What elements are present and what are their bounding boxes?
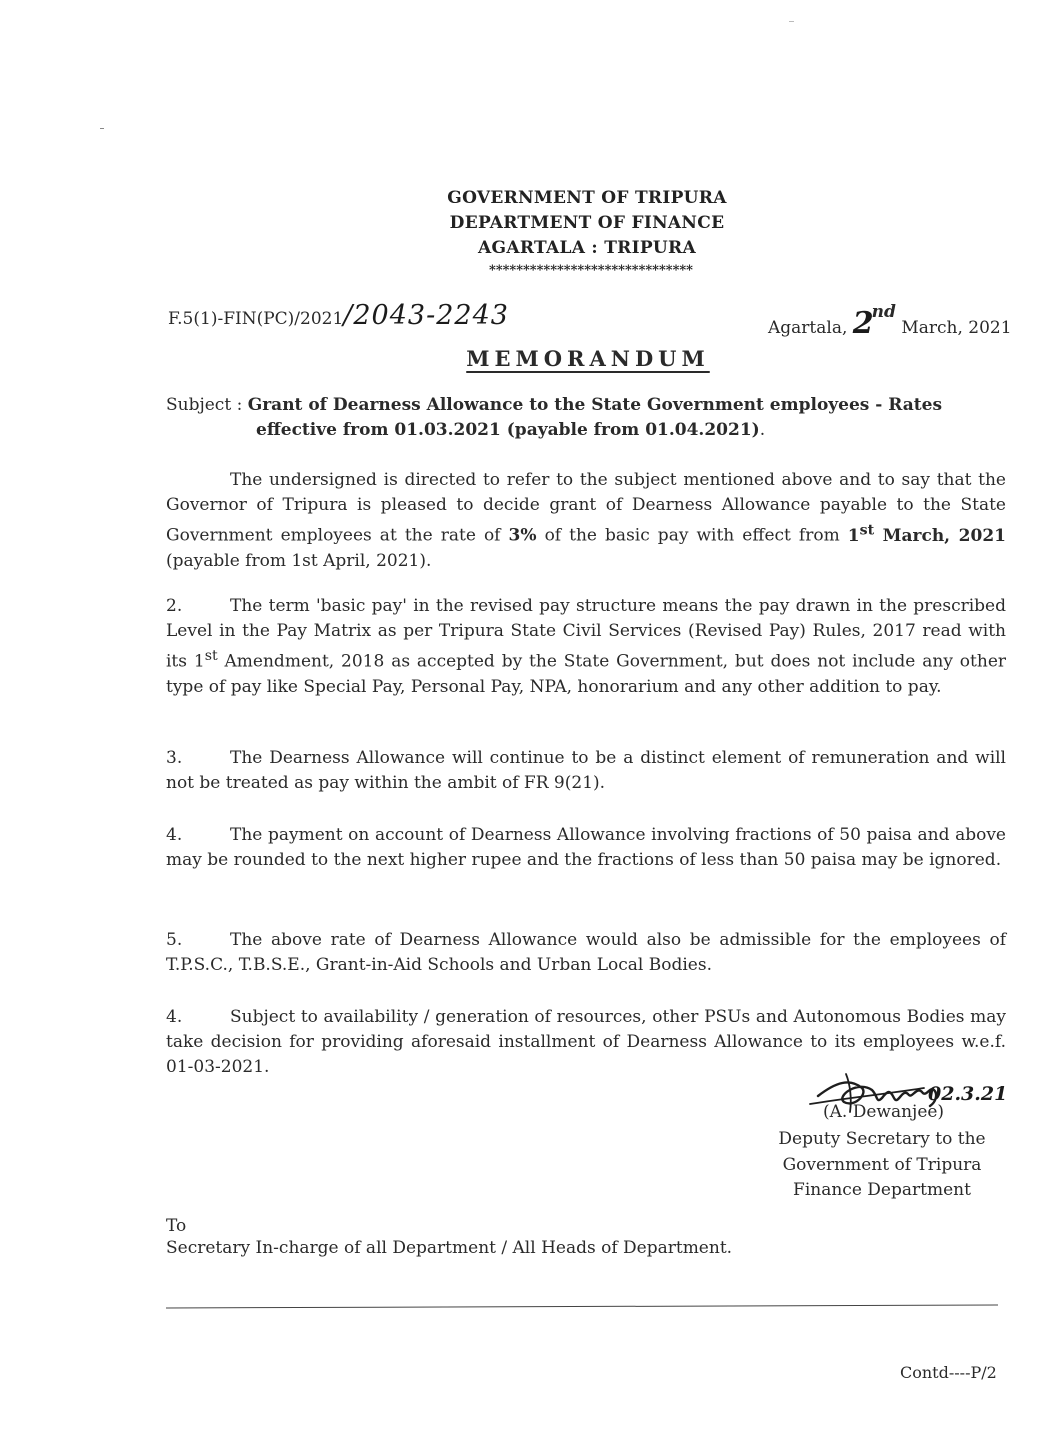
paragraph-3 (166, 746, 1006, 796)
footer-divider (166, 1305, 998, 1309)
header-divider-stars: ****************************** (489, 263, 693, 278)
paragraph-3-text: The Dearness Allowance will continue to be a distinct element of remuneration and will not be treated as pay within the ambit of FR 9(21). (166, 748, 1006, 793)
header-department: DEPARTMENT OF FINANCE (449, 213, 725, 233)
scan-speck (789, 21, 794, 22)
paragraph-6-number: 4. (166, 1007, 183, 1027)
paragraph-6-text: Subject to availability / generation of resources, other PSUs and Autonomous Bodies may take decision for providing aforesaid installment of Dearness Allowance to its employees w.e.f. 01-03-2021. (166, 1007, 1006, 1077)
da-rate: 3% (508, 525, 537, 546)
effective-date (847, 522, 1006, 546)
paragraph-2-text-a: The term 'basic pay' in the revised pay structure means the pay drawn in the prescribed Level in the Pay Matrix as per Tripura State Civil Services (Revised Pay) Rules, 2017 read with its 1 (166, 596, 1006, 672)
paragraph-1 (166, 468, 1006, 574)
paragraph-1-text-a: The undersigned is directed to refer to the subject mentioned above and to say that the Governor of Tripura is pleased to decide grant of Dearness Allowance payable to the State Government employees at the rate of (166, 470, 1006, 546)
paragraph-2 (166, 594, 1006, 700)
date-day-suffix: nd (871, 302, 896, 322)
paragraph-2-text-b: Amendment, 2018 as accepted by the State Government, but does not include any other type of pay like Special Pay, Personal Pay, NPA, honorarium and any other addition to pay. (166, 651, 1006, 697)
file-number: F.5(1)-FIN(PC)/2021 (168, 309, 344, 329)
signatory-name: (A. Dewanjee) (823, 1102, 945, 1122)
memo-title-text: MEMORANDUM (466, 346, 710, 371)
date-line (768, 302, 1012, 341)
subject-text-line2: effective from 01.03.2021 (payable from 01.04.2021) (256, 420, 760, 440)
subject-end: . (759, 420, 766, 440)
effective-date-day: 1 (847, 525, 860, 546)
file-reference (168, 300, 509, 331)
designation-line-1: Deputy Secretary to the (778, 1129, 986, 1149)
subject-label: Subject : (166, 395, 248, 415)
addressee-to: To (166, 1216, 187, 1236)
paragraph-2-number: 2. (166, 596, 183, 616)
memo-title (0, 346, 1058, 371)
subject-block (166, 393, 1008, 443)
designation-line-2: Government of Tripura (782, 1155, 982, 1175)
paragraph-5-text: The above rate of Dearness Allowance would also be admissible for the employees of T.P.S.C., T.B.S.E., Grant-in-Aid Schools and Urban Local Bodies. (166, 930, 1006, 975)
date-month-year: March, 2021 (901, 318, 1012, 338)
paragraph-3-number: 3. (166, 748, 183, 768)
paragraph-4-number: 4. (166, 825, 183, 845)
designation-line-3: Finance Department (793, 1180, 971, 1200)
paragraph-4 (166, 823, 1006, 873)
date-day-handwritten: 2 (852, 306, 874, 341)
effective-date-suffix: st (859, 522, 875, 538)
signature-date-handwritten: 02.3.21 (928, 1083, 1008, 1105)
continued-marker: Contd----P/2 (900, 1363, 997, 1382)
addressee-recipient: Secretary In-charge of all Department / All Heads of Department. (166, 1238, 733, 1258)
paragraph-2-sup: st (204, 648, 218, 664)
paragraph-5 (166, 928, 1006, 978)
effective-date-rest: March, 2021 (874, 525, 1006, 546)
paragraph-1-text-c: (payable from 1st April, 2021). (166, 550, 432, 571)
header-location: AGARTALA : TRIPURA (478, 238, 696, 258)
paragraph-5-number: 5. (166, 930, 183, 950)
paragraph-4-text: The payment on account of Dearness Allowance involving fractions of 50 paisa and above may be rounded to the next higher rupee and the fractions of less than 50 paisa may be ignored. (166, 825, 1006, 870)
subject-text-line1: Grant of Dearness Allowance to the State Government employees - Rates (247, 395, 943, 415)
date-place: Agartala, (768, 318, 853, 338)
header-government: GOVERNMENT OF TRIPURA (447, 188, 727, 208)
scan-speck (100, 128, 104, 129)
handwritten-dispatch-number: /2043-2243 (343, 300, 509, 331)
paragraph-1-text-b: of the basic pay with effect from (536, 525, 848, 546)
